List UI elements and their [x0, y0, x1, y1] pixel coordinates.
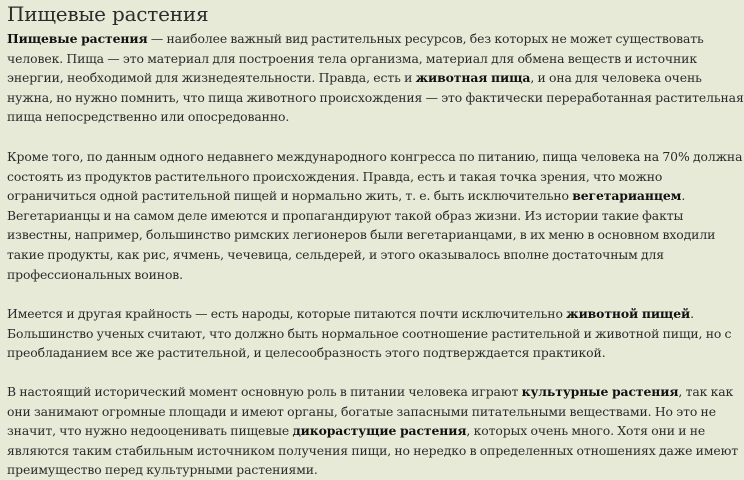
text-segment: профессиональных воинов.: [7, 266, 184, 282]
text-line: [7, 225, 716, 245]
paragraph-2: [7, 147, 743, 284]
text-segment: Имеется и другая крайность — есть народы, которые питаются почти исключительно: [7, 306, 567, 322]
text-segment: состоять из продуктов растительного происхождения. Правда, есть и такая точка зрения, что можно: [7, 168, 663, 184]
text-segment: значит, что нужно недооценивать пищевые: [7, 423, 293, 439]
text-segment: такие продукты, как рис, ячмень, чечевица, сельдерей, и этого оказывалось вполне достаточным для: [7, 246, 665, 262]
bold-term: животная пища: [415, 70, 531, 86]
text-line: [7, 245, 665, 265]
text-line: [7, 88, 744, 108]
text-line: [7, 265, 640, 285]
text-line: [7, 167, 663, 187]
text-segment: , которых очень много. Хотя они и не: [466, 423, 706, 439]
text-line: [7, 147, 743, 167]
text-segment: — наиболее важный вид растительных ресурсов, без которых не может существовать: [147, 31, 704, 46]
text-segment: , так как: [678, 383, 734, 399]
text-line: [7, 460, 640, 480]
text-segment: пища непосредственно или опосредованно.: [7, 109, 290, 125]
paragraph-4: [7, 382, 739, 480]
bold-term: вегетарианцем: [572, 188, 682, 204]
text-line: [7, 402, 716, 422]
bold-term: культурные растения: [521, 383, 679, 399]
text-segment: преимущество перед культурными растениями.: [7, 462, 318, 478]
text-line: [7, 68, 702, 88]
text-segment: , и она для человека очень: [530, 70, 702, 86]
text-segment: .: [690, 306, 694, 322]
text-segment: они занимают огромные площади и имеют органы, богатые запасными питательными веществами. Но это не: [7, 403, 716, 419]
text-segment: Кроме того, по данным одного недавнего международного конгресса по питанию, пища человека на 70% должна: [7, 148, 743, 164]
text-line: [7, 206, 684, 226]
text-segment: человек. Пища — это материал для построения тела организма, материал для обмена веществ и источник: [7, 50, 697, 66]
text-line: [7, 382, 734, 402]
text-segment: В настоящий исторический момент основную роль в питании человека играют: [7, 383, 522, 399]
text-segment: известны, например, большинство римских легионеров были вегетарианцами, в их меню в основном входили: [7, 227, 716, 243]
text-segment: Большинство ученых считают, что должно быть нормальное соотношение растительной и животной пищи, но с: [7, 325, 732, 341]
page-title: Пищевые растения: [7, 2, 209, 26]
text-segment: преобладанием все же растительной, и целесообразность этого подтверждается практикой.: [7, 345, 606, 361]
paragraph-1: [7, 29, 744, 127]
text-segment: являются таким стабильным источником получения пищи, но нередко в определенных отношениях даже имеют: [7, 442, 739, 458]
text-segment: энергии, необходимой для жизнедеятельности. Правда, есть и: [7, 70, 416, 86]
text-segment: .: [681, 188, 686, 204]
text-line: [7, 441, 739, 461]
text-line: [7, 304, 694, 324]
text-line: [7, 343, 640, 363]
bold-term: дикорастущие растения: [292, 423, 467, 439]
text-segment: нужна, но нужно помнить, что пища животного происхождения — это фактически переработанная растительная: [7, 89, 744, 105]
bold-term: животной пищей: [566, 306, 691, 322]
text-line: [7, 107, 640, 127]
paragraph-3: [7, 304, 732, 363]
bold-term: Пищевые растения: [7, 31, 148, 46]
text-line: [7, 186, 686, 206]
text-segment: ограничиться одной растительной пищей и нормально жить, т. е. быть исключительно: [7, 188, 573, 204]
text-line: [7, 324, 732, 344]
text-segment: Вегетарианцы и на самом деле имеются и пропагандируют такой образ жизни. Из истории такие факты: [7, 207, 684, 223]
text-line: [7, 49, 697, 69]
text-line: [7, 29, 704, 49]
text-line: [7, 421, 706, 441]
